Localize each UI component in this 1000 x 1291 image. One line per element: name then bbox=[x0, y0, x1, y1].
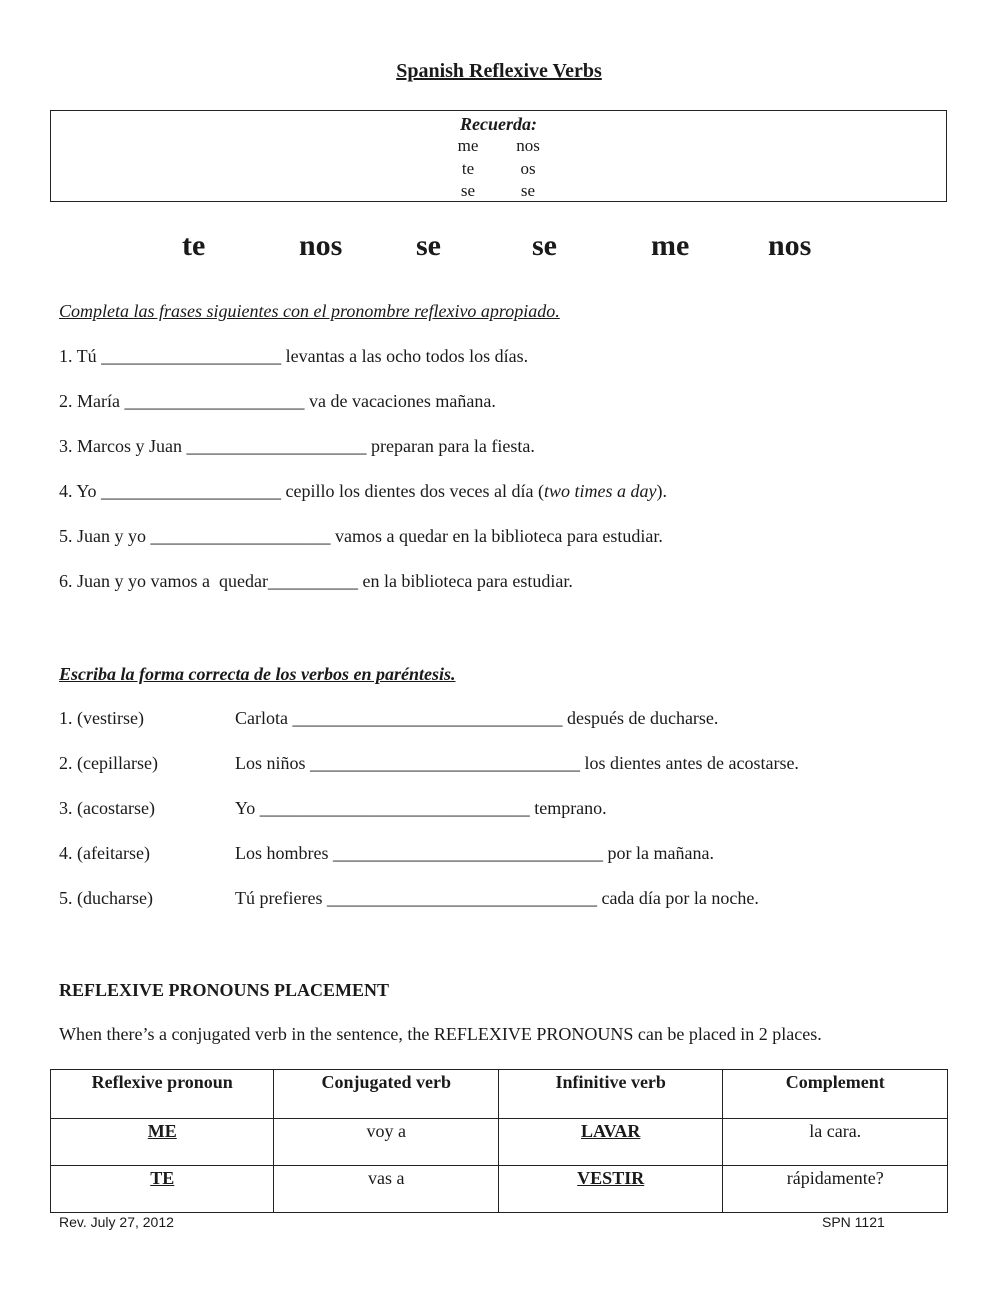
section2-instruction: Escriba la forma correcta de los verbos en paréntesis. bbox=[59, 664, 456, 684]
placement-table bbox=[50, 1069, 948, 1213]
table-row bbox=[51, 1166, 948, 1213]
verb-sentence[interactable]: Yo ______________________________ temprano. bbox=[235, 798, 607, 818]
exercise-item[interactable] bbox=[59, 481, 667, 502]
infinitive-cell: VESTIR bbox=[577, 1168, 645, 1188]
word-bank-item[interactable]: nos bbox=[299, 229, 343, 262]
table-cell bbox=[51, 1166, 274, 1213]
recuerda-box bbox=[50, 110, 947, 202]
exercise-item-end: ). bbox=[656, 481, 667, 501]
exercise-item-text: 4. Yo ____________________ cepillo los dientes dos veces al día ( bbox=[59, 481, 544, 501]
word-bank-item[interactable]: me bbox=[651, 229, 690, 262]
exercise-item[interactable]: 6. Juan y yo vamos a quedar__________ en la biblioteca para estudiar. bbox=[59, 571, 573, 591]
exercise-item[interactable]: 5. Juan y yo ____________________ vamos a quedar en la biblioteca para estudiar. bbox=[59, 526, 663, 546]
exercise-item[interactable]: 3. Marcos y Juan ____________________ preparan para la fiesta. bbox=[59, 436, 535, 456]
pronoun-plural: nos bbox=[516, 136, 540, 155]
table-cell bbox=[498, 1119, 722, 1166]
pronoun-singular: me bbox=[457, 136, 479, 155]
table-cell: vas a bbox=[274, 1166, 499, 1213]
column-header: Reflexive pronoun bbox=[51, 1070, 274, 1119]
pronoun-plural: os bbox=[520, 159, 536, 178]
page-title: Spanish Reflexive Verbs bbox=[396, 60, 602, 82]
exercise-item[interactable]: 2. María ____________________ va de vacaciones mañana. bbox=[59, 391, 496, 411]
translation-hint: two times a day bbox=[543, 481, 657, 501]
column-header: Infinitive verb bbox=[498, 1070, 722, 1119]
table-cell: la cara. bbox=[723, 1119, 948, 1166]
table-cell: rápidamente? bbox=[723, 1166, 948, 1213]
verb-sentence[interactable]: Tú prefieres ______________________________ cada día por la noche. bbox=[235, 888, 759, 908]
recuerda-heading: Recuerda: bbox=[460, 114, 537, 134]
infinitive-cell: LAVAR bbox=[581, 1121, 641, 1141]
word-bank-item[interactable]: se bbox=[532, 229, 557, 262]
column-header: Complement bbox=[723, 1070, 948, 1119]
verb-sentence[interactable]: Carlota ______________________________ después de ducharse. bbox=[235, 708, 719, 728]
verb-sentence[interactable]: Los niños ______________________________ los dientes antes de acostarse. bbox=[235, 753, 799, 773]
table-cell: voy a bbox=[274, 1119, 499, 1166]
footer-revision: Rev. July 27, 2012 bbox=[59, 1214, 174, 1230]
word-bank-item[interactable]: se bbox=[416, 229, 441, 262]
verb-label: 4. (afeitarse) bbox=[59, 843, 150, 863]
pronoun-plural: se bbox=[520, 181, 536, 200]
footer-course: SPN 1121 bbox=[822, 1214, 885, 1230]
pronoun-singular: se bbox=[460, 181, 476, 200]
table-cell bbox=[498, 1166, 722, 1213]
table-row bbox=[51, 1119, 948, 1166]
pronoun-cell: TE bbox=[150, 1168, 175, 1188]
verb-sentence[interactable]: Los hombres ______________________________ por la mañana. bbox=[235, 843, 714, 863]
table-header-row bbox=[51, 1070, 948, 1119]
word-bank-item[interactable]: te bbox=[182, 229, 206, 262]
table-cell bbox=[51, 1119, 274, 1166]
verb-label: 2. (cepillarse) bbox=[59, 753, 158, 773]
column-header: Conjugated verb bbox=[274, 1070, 499, 1119]
verb-label: 5. (ducharse) bbox=[59, 888, 153, 908]
section1-instruction: Completa las frases siguientes con el pronombre reflexivo apropiado. bbox=[59, 301, 560, 321]
pronoun-cell: ME bbox=[147, 1121, 177, 1141]
placement-heading: REFLEXIVE PRONOUNS PLACEMENT bbox=[59, 980, 390, 1000]
verb-label: 3. (acostarse) bbox=[59, 798, 155, 818]
exercise-item[interactable]: 1. Tú ____________________ levantas a las ocho todos los días. bbox=[59, 346, 529, 366]
word-bank-item[interactable]: nos bbox=[768, 229, 812, 262]
verb-label: 1. (vestirse) bbox=[59, 708, 144, 728]
pronoun-singular: te bbox=[461, 159, 475, 178]
placement-description: When there’s a conjugated verb in the sentence, the REFLEXIVE PRONOUNS can be placed in 2 places. bbox=[59, 1024, 822, 1044]
